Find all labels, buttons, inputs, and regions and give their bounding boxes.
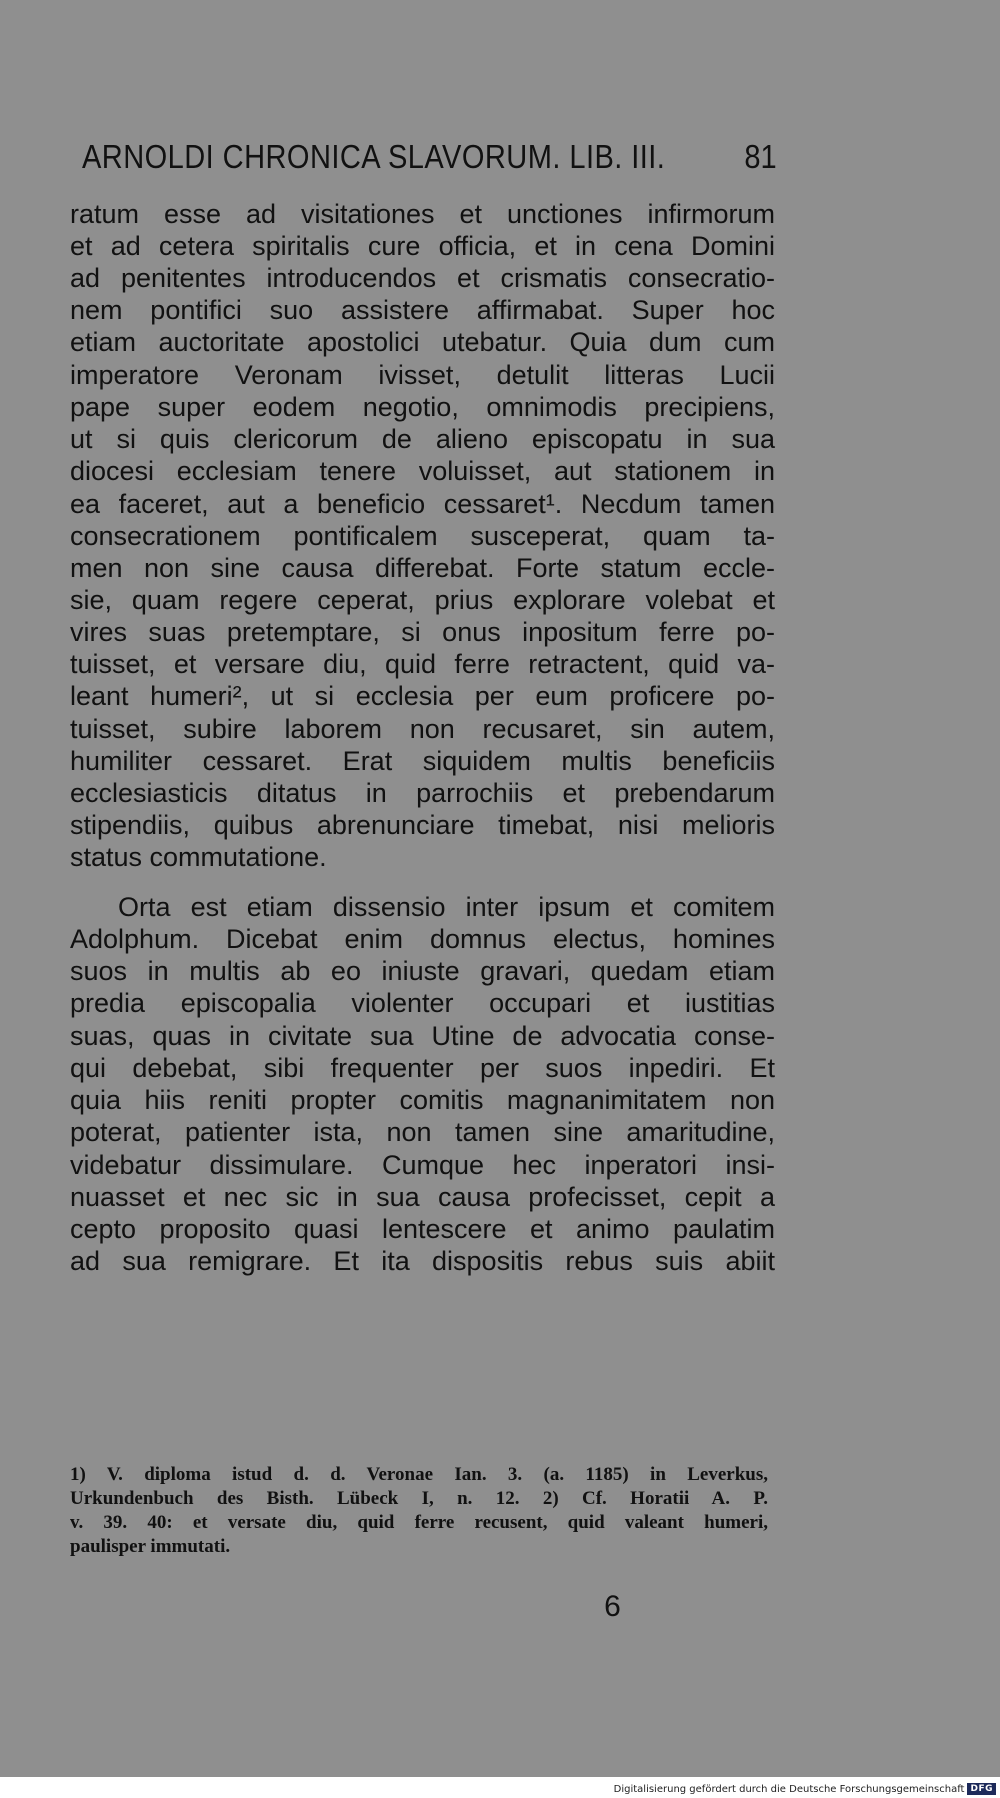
text-line: men non sine causa differebat. Forte statum eccle-	[70, 553, 775, 583]
footnote-line: paulisper immutati.	[70, 1536, 231, 1557]
text-line: nem pontifici suo assistere affirmabat. Super hoc	[70, 295, 775, 325]
text-line: Adolphum. Dicebat enim domnus electus, homines	[70, 924, 775, 954]
digitization-footer	[614, 1783, 996, 1795]
text-line: diocesi ecclesiam tenere voluisset, aut stationem in	[70, 456, 775, 486]
page-number: 81	[744, 138, 777, 175]
text-line: leant humeri², ut si ecclesia per eum proficere po-	[70, 681, 775, 711]
text-line: ecclesiasticis ditatus in parrochiis et prebendarum	[70, 778, 775, 808]
text-line: pape super eodem negotio, omnimodis precipiens,	[70, 392, 775, 422]
text-line: Orta est etiam dissensio inter ipsum et comitem	[118, 892, 775, 922]
text-line: sie, quam regere ceperat, prius explorare volebat et	[70, 585, 775, 615]
text-line: ad sua remigrare. Et ita dispositis rebus suis abiit	[70, 1246, 775, 1276]
text-line: suas, quas in civitate sua Utine de advocatia conse-	[70, 1021, 775, 1051]
text-line: poterat, patienter ista, non tamen sine amaritudine,	[70, 1117, 775, 1147]
footnote-line: 1) V. diploma istud d. d. Veronae Ian. 3. (a. 1185) in Leverkus,	[70, 1464, 768, 1485]
footnote-line: v. 39. 40: et versate diu, quid ferre recusent, quid valeant humeri,	[70, 1512, 768, 1533]
text-line: ad penitentes introducendos et crismatis consecratio-	[70, 263, 775, 293]
text-line: ratum esse ad visitationes et unctiones infirmorum	[70, 199, 775, 229]
text-line: ea faceret, aut a beneficio cessaret¹. Necdum tamen	[70, 489, 775, 519]
text-line: ut si quis clericorum de alieno episcopatu in sua	[70, 424, 775, 454]
text-line: nuasset et nec sic in sua causa profecisset, cepit a	[70, 1182, 775, 1212]
text-line: videbatur dissimulare. Cumque hec inperatori insi-	[70, 1150, 775, 1180]
text-line: stipendiis, quibus abrenunciare timebat, nisi melioris	[70, 810, 775, 840]
signature-mark: 6	[604, 1590, 621, 1623]
text-line: status commutatione.	[70, 842, 327, 872]
text-line: quia hiis reniti propter comitis magnanimitatem non	[70, 1085, 775, 1115]
text-line: tuisset, subire laborem non recusaret, sin autem,	[70, 714, 775, 744]
text-line: predia episcopalia violenter occupari et iustitias	[70, 988, 775, 1018]
text-line: consecrationem pontificalem susceperat, quam ta-	[70, 521, 775, 551]
text-line: et ad cetera spiritalis cure officia, et in cena Domini	[70, 231, 775, 261]
text-line: humiliter cessaret. Erat siquidem multis beneficiis	[70, 746, 775, 776]
dfg-logo-icon: DFG	[967, 1783, 996, 1795]
text-line: vires suas pretemptare, si onus inpositum ferre po-	[70, 617, 775, 647]
footnote-line: Urkundenbuch des Bisth. Lübeck I, n. 12. 2) Cf. Horatii A. P.	[70, 1488, 768, 1509]
page-header	[82, 138, 777, 184]
footer-credit: Digitalisierung gefördert durch die Deutsche Forschungsgemeinschaft	[613, 1783, 965, 1795]
running-head: ARNOLDI CHRONICA SLAVORUM. LIB. III.	[82, 138, 666, 175]
text-line: qui debebat, sibi frequenter per suos inpediri. Et	[70, 1053, 775, 1083]
text-line: suos in multis ab eo iniuste gravari, quedam etiam	[70, 956, 775, 986]
text-line: etiam auctoritate apostolici utebatur. Quia dum cum	[70, 327, 775, 357]
text-line: imperatore Veronam ivisset, detulit litteras Lucii	[70, 360, 775, 390]
text-line: cepto proposito quasi lentescere et animo paulatim	[70, 1214, 775, 1244]
text-line: tuisset, et versare diu, quid ferre retractent, quid va-	[70, 649, 775, 679]
